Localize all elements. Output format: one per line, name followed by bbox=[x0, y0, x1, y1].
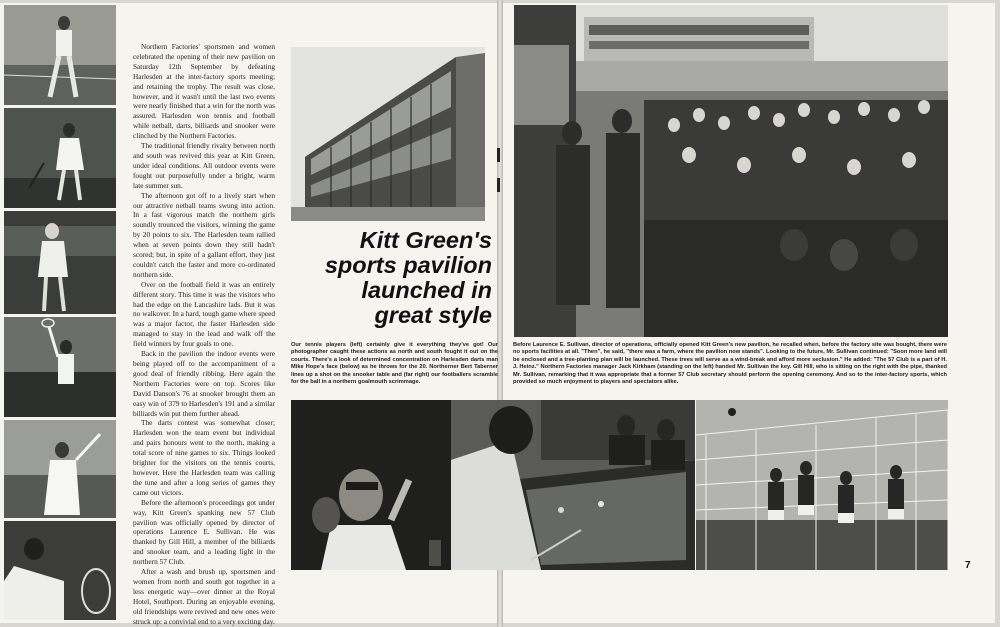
tennis-photo-6 bbox=[4, 521, 116, 620]
snooker-photo bbox=[451, 400, 695, 570]
article-paragraph: Over on the football field it was an entirely different story. This time it was the visitors who had the edge on the Lancashire lads. But it was no walkover. In a hard, tough game where speed was a major factor, the faster Harlesden side managed to stay in the lead and walk off the field winners by four goals to one. bbox=[133, 279, 275, 349]
darts-photo bbox=[291, 400, 451, 570]
tennis-photo-3 bbox=[4, 211, 116, 314]
fold-mark bbox=[497, 178, 500, 192]
headline bbox=[296, 228, 492, 328]
tennis-photo-5 bbox=[4, 420, 116, 518]
football-photo bbox=[696, 400, 948, 570]
article-paragraph: After a wash and brush up, sportsmen and women from north and south got together in a less energetic way—over dinner at the Royal Hotel, Southport. During an enjoyable evening, old friendships were revived and new ones were struck up: a convivial end to a very exciting day. bbox=[133, 567, 275, 626]
ceremony-caption: Before Laurence E. Sullivan, director of operations, officially opened Kitt Green's new pavilion, he recalled when, before the factory site was bought, there were no sports facilities at all. "Then", he said, "there was a farm, where the pavilion now stands". Looking to the future, Mr. Sullivan continued: "Soon more land will be enclosed and a tree-planting plan will be launched. These trees will serve as a wind-break and afford more seclusion." He added: "The 57 Club is a part of H. J. Heinz." Northern Factories manager Jack Kirkham (standing on the left) handed Mr. Sullivan the key. Gill Hill, who is sitting on the right with the pipe, thanked Mr. Sullivan, remarking that it was appropriate that a former 57 Club secretary should perform the opening ceremony. And so to the inter-factory sports, which provided so much enjoyment to players and spectators alike. bbox=[513, 342, 947, 386]
article-paragraph: Back in the pavilion the indoor events were being played off to the accompaniment of a good deal of friendly ribbing. Here again the Northern Factories were on top. Scores like David Danson's 76 at snooker brought them an easy win of 379 to Harlesden's 191 and a similar billiards win put them further ahead. bbox=[133, 349, 275, 418]
headline-line: great style bbox=[374, 302, 492, 328]
article-paragraph: The darts contest was somewhat closer; Harlesden won the team event but individual and pairs honours went to the north, making a total score of nine games to six. Things looked brighter for the visitors on the tennis courts, however. Here the Harlesden team was calling the tune and after a long series of games they came out victors. bbox=[133, 418, 275, 497]
article-body bbox=[133, 42, 275, 626]
headline-line: launched in bbox=[361, 277, 492, 303]
tennis-photo-4 bbox=[4, 317, 116, 417]
sports-caption: Our tennis players (left) certainly give it everything they've got! Our photographer caught these actions as north and south fought it out on the courts. There's a look of determined concentration on Harlesden darts man Mike Hope's face (below) as he throws for the 20. Northerner Bert Taberner lines up a shot on the snooker table and (far right) our footballers scramble for the ball in a northern goalmouth scrimmage. bbox=[291, 342, 498, 386]
pavilion-photo bbox=[291, 47, 485, 221]
headline-line: Kitt Green's bbox=[359, 227, 492, 253]
tennis-photo-2 bbox=[4, 108, 116, 208]
page-number: 7 bbox=[965, 560, 971, 571]
article-paragraph: The afternoon got off to a lively start when our attractive netball teams swung into action. In a fast vigorous match the northern girls soundly trounced the visitors, winning the game by 20 points to six. The Harlesden team rallied when at seven points down they still hadn't scored; but, in spite of a gallant effort, they just couldn't catch the faster and more co-ordinated northern side. bbox=[133, 190, 275, 279]
ceremony-photo bbox=[514, 5, 948, 337]
article-paragraph: Before the afternoon's proceedings got under way, Kitt Green's spanking new 57 Club pavilion was officially opened by director of operations Laurence E. Sullivan. He was thanked by Gill Hill, a member of the billiards and snooker team, and a leading light in the northern 57 Club. bbox=[133, 497, 275, 567]
fold-mark bbox=[497, 148, 500, 162]
headline-line: sports pavilion bbox=[324, 252, 492, 278]
article-paragraph: Northern Factories' sportsmen and women celebrated the opening of their new pavilion on Saturday 12th September by defeating Harlesden at the inter-factory sports meeting; and retaining the trophy. The result was close, however, and it wasn't until the last two events were nearly finished that a win for the north was assured. Harlesden won tennis and football while netball, darts, billiards and snooker were clinched by the Northern Factories. bbox=[133, 42, 275, 141]
tennis-photo-1 bbox=[4, 5, 116, 105]
article-paragraph: The traditional friendly rivalry between north and south was revived this year at Kitt Green, under ideal conditions. All outdoor events were fought out purposefully under a bright, warm late summer sun. bbox=[133, 141, 275, 190]
